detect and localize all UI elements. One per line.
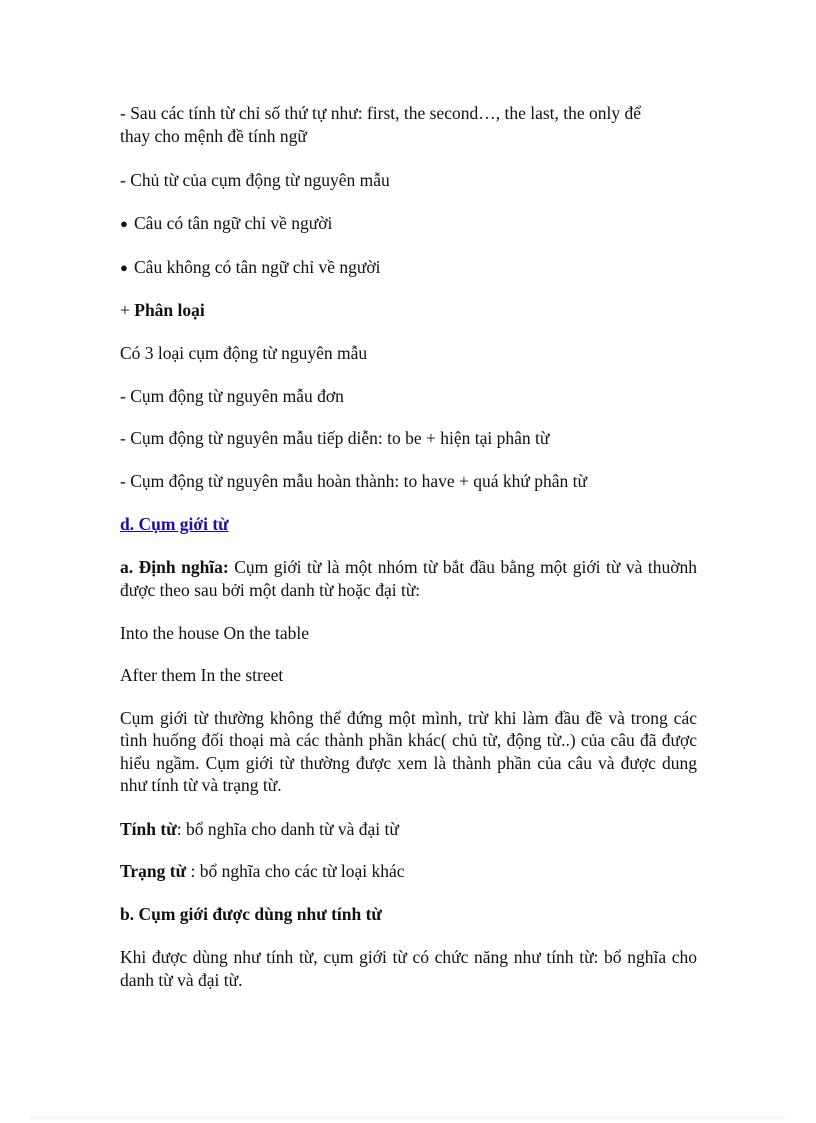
example-text-1: Into the house On the table xyxy=(120,623,310,643)
example-line-2 xyxy=(120,664,697,687)
adjective-usage-text: Khi được dùng như tính từ, cụm giới từ có chức năng như tính từ: bổ nghĩa cho danh từ và đại từ. xyxy=(120,947,697,990)
adjective-line xyxy=(120,818,697,841)
adjective-phrase-heading: b. Cụm giới được dùng như tính từ xyxy=(120,904,382,924)
classification-heading xyxy=(120,299,697,322)
bullet-item-with-object xyxy=(120,212,697,235)
definition-paragraph xyxy=(120,556,697,602)
simple-infinitive-text: - Cụm động từ nguyên mẫu đơn xyxy=(120,386,344,406)
ordinal-adjectives-text: - Sau các tính từ chỉ số thứ tự như: first, the second…, the last, the only để xyxy=(120,103,642,123)
continuous-infinitive-text: - Cụm động từ nguyên mẫu tiếp diễn: to be + hiện tại phân từ xyxy=(120,428,550,448)
bullet-item-text: Câu không có tân ngữ chỉ về người xyxy=(134,257,381,277)
usage-paragraph xyxy=(120,707,697,796)
subject-of-infinitive-text: - Chủ từ của cụm động từ nguyên mẫu xyxy=(120,170,390,190)
continuous-infinitive-line xyxy=(120,427,697,450)
section-heading-d[interactable] xyxy=(120,513,697,536)
classification-prefix: + xyxy=(120,300,135,320)
adjective-usage-paragraph xyxy=(120,946,697,992)
adverb-text: : bổ nghĩa cho các từ loại khác xyxy=(186,861,405,881)
example-line-1 xyxy=(120,622,697,645)
three-types-line xyxy=(120,342,697,365)
bullet-icon: ● xyxy=(120,260,128,275)
usage-text: Cụm giới từ thường không thể đứng một mình, trừ khi làm đầu đề và trong các tình huống đối thoại mà các thành phần khác( chủ từ, động từ..) của câu đã được hiểu ngầm. Cụm giới từ thường được xem là thành phần của câu và được dung như tính từ và trạng từ. xyxy=(120,708,697,795)
adverb-label: Trạng từ xyxy=(120,861,187,881)
perfect-infinitive-line xyxy=(120,470,697,493)
page-bottom-divider xyxy=(30,1117,786,1118)
example-text-2: After them In the street xyxy=(120,665,284,685)
ordinal-adjectives-line xyxy=(120,102,697,125)
ordinal-adjectives-line-cont xyxy=(120,125,697,148)
definition-text: Cụm giới từ là một nhóm từ bắt đầu bằng một giới từ và thuờnh được theo sau bởi một danh từ hoặc đại từ: xyxy=(120,557,697,600)
subject-of-infinitive-line xyxy=(120,169,697,192)
bullet-icon: ● xyxy=(120,216,128,231)
definition-label: a. Định nghĩa: xyxy=(120,557,229,577)
prepositional-phrase-link[interactable]: d. Cụm giới từ xyxy=(120,514,229,534)
adjective-text: : bổ nghĩa cho danh từ và đại từ xyxy=(176,819,399,839)
simple-infinitive-line xyxy=(120,385,697,408)
adverb-line xyxy=(120,860,697,883)
three-types-text: Có 3 loại cụm động từ nguyên mẫu xyxy=(120,343,368,363)
bullet-item-without-object xyxy=(120,256,697,279)
classification-label: Phân loại xyxy=(134,300,205,320)
section-heading-b xyxy=(120,903,697,926)
adjective-label: Tính từ xyxy=(120,819,177,839)
ordinal-adjectives-text-cont: thay cho mệnh đề tính ngữ xyxy=(120,126,307,146)
bullet-item-text: Câu có tân ngữ chỉ về người xyxy=(134,213,333,233)
perfect-infinitive-text: - Cụm động từ nguyên mẫu hoàn thành: to have + quá khứ phân từ xyxy=(120,471,587,491)
